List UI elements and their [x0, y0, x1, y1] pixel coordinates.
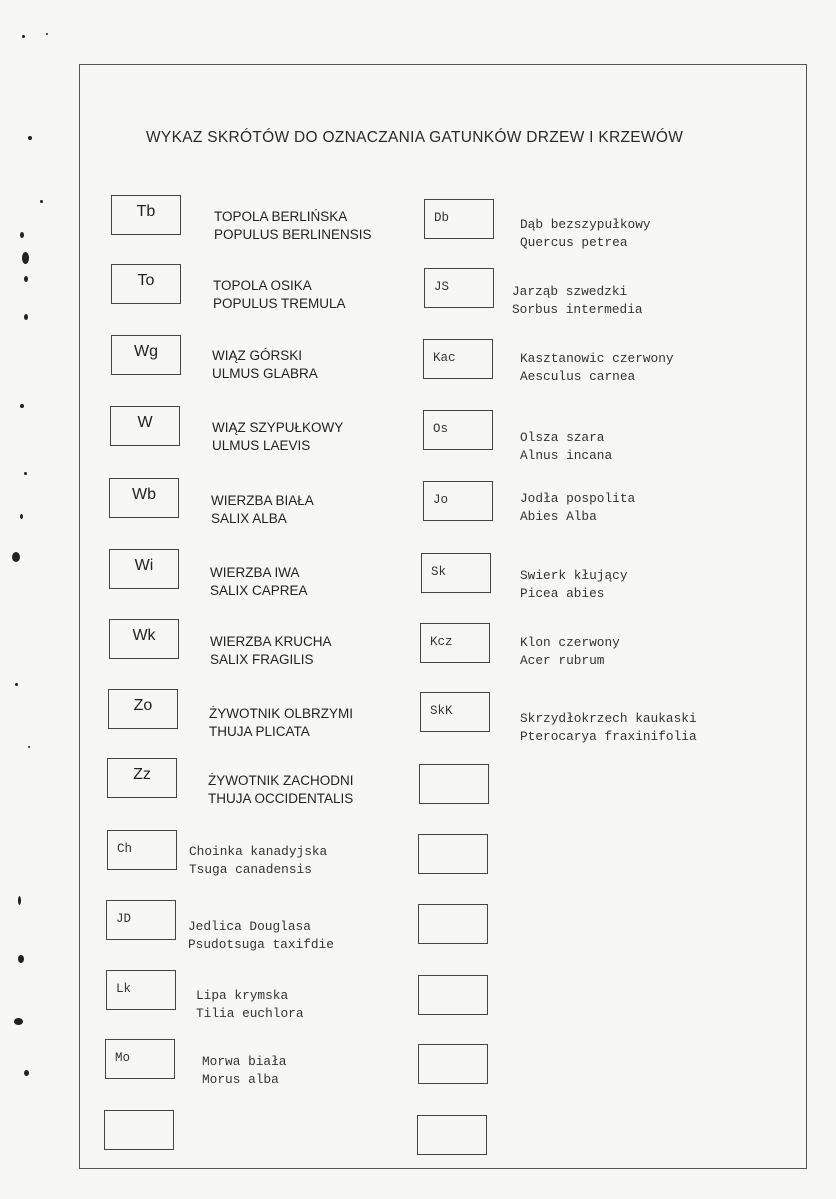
species-code: Tb: [136, 203, 156, 220]
species-code: Jo: [433, 493, 449, 507]
species-name: [520, 567, 628, 603]
species-code: Ch: [117, 842, 133, 856]
scan-speck: [22, 252, 29, 264]
latin-name: Tilia euchlora: [196, 1006, 304, 1021]
common-name: ŻYWOTNIK ZACHODNI: [208, 773, 354, 788]
scan-speck: [12, 552, 20, 562]
latin-name: ULMUS GLABRA: [212, 366, 318, 381]
species-code: Wg: [134, 343, 158, 360]
species-name: [212, 419, 343, 455]
scan-speck: [14, 1018, 23, 1025]
latin-name: POPULUS TREMULA: [213, 296, 346, 311]
common-name: WIERZBA IWA: [210, 565, 300, 580]
species-name: [188, 918, 334, 954]
common-name: Morwa biała: [202, 1054, 287, 1069]
latin-name: SALIX CAPREA: [210, 583, 308, 598]
scan-speck: [24, 472, 27, 475]
scan-speck: [20, 404, 24, 408]
latin-name: POPULUS BERLINENSIS: [214, 227, 372, 242]
code-box: [419, 764, 489, 804]
common-name: Skrzydłokrzech kaukaski: [520, 711, 697, 726]
scan-speck: [24, 276, 28, 282]
common-name: Jodła pospolita: [520, 491, 636, 506]
code-box: [418, 834, 488, 874]
latin-name: Tsuga canadensis: [189, 862, 312, 877]
common-name: Kasztanowic czerwony: [520, 351, 674, 366]
species-name: [213, 277, 346, 313]
species-code: Db: [434, 211, 450, 225]
species-name: [520, 634, 620, 670]
page-title: WYKAZ SKRÓTÓW DO OZNACZANIA GATUNKÓW DRZEW I KRZEWÓW: [146, 129, 684, 146]
common-name: Swierk kłujący: [520, 568, 628, 583]
code-box: [418, 904, 488, 944]
common-name: ŻYWOTNIK OLBRZYMI: [209, 706, 354, 721]
species-name: [202, 1053, 286, 1089]
scan-speck: [18, 896, 21, 905]
species-name: [208, 772, 354, 808]
species-code: W: [137, 414, 153, 431]
species-code: JS: [434, 280, 450, 294]
species-name: [512, 283, 643, 319]
species-name: [209, 705, 353, 741]
common-name: Choinka kanadyjska: [189, 844, 328, 859]
common-name: WIĄZ GÓRSKI: [212, 348, 303, 363]
species-name: [520, 350, 674, 386]
latin-name: SALIX FRAGILIS: [210, 652, 314, 667]
common-name: TOPOLA OSIKA: [213, 278, 312, 293]
species-code: Mo: [115, 1051, 131, 1065]
species-code: Zz: [133, 766, 151, 783]
latin-name: Aesculus carnea: [520, 369, 636, 384]
latin-name: THUJA OCCIDENTALIS: [208, 791, 354, 806]
common-name: TOPOLA BERLIŃSKA: [214, 209, 348, 224]
scan-speck: [46, 33, 48, 35]
species-name: [520, 429, 612, 465]
common-name: Dąb bezszypułkowy: [520, 217, 651, 232]
latin-name: ULMUS LAEVIS: [212, 438, 311, 453]
species-code: Kac: [433, 351, 456, 365]
latin-name: Sorbus intermedia: [512, 302, 643, 317]
latin-name: Pterocarya fraxinifolia: [520, 729, 697, 744]
latin-name: Picea abies: [520, 586, 605, 601]
species-code: Lk: [116, 982, 132, 996]
species-code: JD: [116, 912, 132, 926]
species-code: Kcz: [430, 635, 453, 649]
scan-speck: [18, 955, 24, 963]
code-box: [418, 975, 488, 1015]
latin-name: Acer rubrum: [520, 653, 605, 668]
common-name: Lipa krymska: [196, 988, 289, 1003]
species-code: To: [137, 272, 155, 289]
scan-speck: [40, 200, 43, 203]
species-name: [520, 710, 697, 746]
common-name: WIERZBA KRUCHA: [210, 634, 332, 649]
species-name: [520, 216, 651, 252]
common-name: Olsza szara: [520, 430, 605, 445]
common-name: Jedlica Douglasa: [188, 919, 311, 934]
latin-name: Abies Alba: [520, 509, 597, 524]
latin-name: Psudotsuga taxifdie: [188, 937, 334, 952]
code-box: [104, 1110, 174, 1150]
scan-speck: [24, 314, 28, 320]
scan-speck: [22, 35, 25, 38]
common-name: WIĄZ SZYPUŁKOWY: [212, 420, 344, 435]
species-name: [189, 843, 327, 879]
code-box: [418, 1044, 488, 1084]
species-code: Wi: [134, 557, 154, 574]
species-code: SkK: [430, 704, 453, 718]
latin-name: Morus alba: [202, 1072, 279, 1087]
code-box: [417, 1115, 487, 1155]
scan-speck: [15, 683, 18, 686]
species-name: [211, 492, 314, 528]
species-code: Sk: [431, 565, 447, 579]
species-name: [520, 490, 635, 526]
species-code: Wb: [132, 486, 156, 503]
common-name: Klon czerwony: [520, 635, 620, 650]
species-code: Os: [433, 422, 449, 436]
species-code: Wk: [132, 627, 156, 644]
species-code: Zo: [133, 697, 153, 714]
scan-speck: [20, 232, 24, 238]
scan-speck: [20, 514, 23, 519]
scan-speck: [28, 136, 32, 140]
latin-name: Quercus petrea: [520, 235, 628, 250]
species-name: [210, 564, 308, 600]
scan-speck: [24, 1070, 29, 1076]
species-name: [210, 633, 332, 669]
latin-name: THUJA PLICATA: [209, 724, 310, 739]
latin-name: SALIX ALBA: [211, 511, 287, 526]
scan-speck: [28, 746, 30, 748]
common-name: WIERZBA BIAŁA: [211, 493, 314, 508]
species-name: [196, 987, 304, 1023]
common-name: Jarząb szwedzki: [512, 284, 628, 299]
latin-name: Alnus incana: [520, 448, 613, 463]
species-name: [212, 347, 318, 383]
species-name: [214, 208, 372, 244]
